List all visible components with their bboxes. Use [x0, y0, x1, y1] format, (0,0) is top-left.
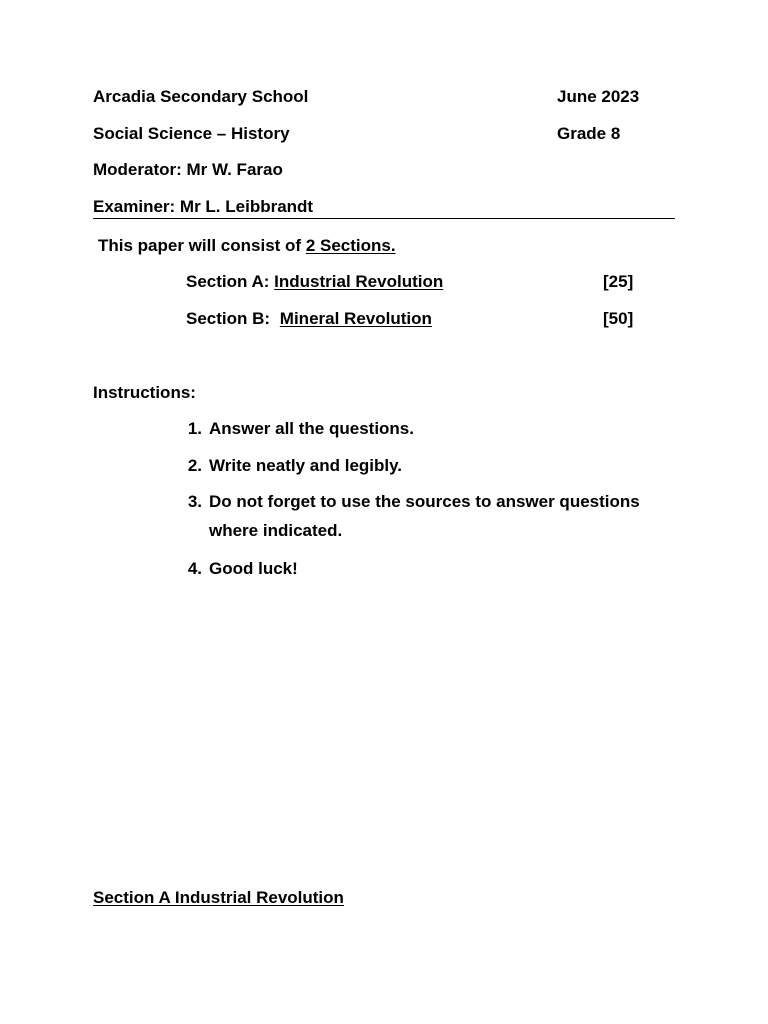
section-a-label: Section A:	[186, 272, 270, 291]
section-a-heading: Section A Industrial Revolution	[93, 888, 344, 907]
instruction-text: Answer all the questions.	[209, 419, 414, 438]
examiner: Examiner: Mr L. Leibbrandt	[93, 197, 314, 216]
instruction-text: Write neatly and legibly.	[209, 456, 403, 475]
sections-count: 2 Sections.	[305, 236, 396, 255]
section-a-title: Industrial Revolution	[274, 272, 444, 291]
section-a-summary	[186, 272, 443, 292]
section-a-marks: [25]	[603, 272, 634, 291]
section-b-label: Section B:	[186, 309, 271, 328]
moderator: Moderator: Mr W. Farao	[93, 160, 283, 179]
school-name: Arcadia Secondary School	[93, 87, 309, 106]
header-divider	[93, 218, 675, 219]
overview-intro: This paper will consist of	[98, 236, 302, 255]
instruction-text-line-2: where indicated.	[209, 521, 343, 540]
instruction-number: 3.	[187, 492, 202, 511]
exam-date: June 2023	[557, 87, 640, 106]
instruction-number: 1.	[187, 419, 202, 438]
instruction-text-line-1: Do not forget to use the sources to answer questions	[209, 492, 640, 511]
instruction-number: 2.	[187, 456, 202, 475]
subject: Social Science – History	[93, 124, 290, 143]
instructions-heading: Instructions:	[93, 383, 196, 402]
section-b-summary	[186, 309, 432, 329]
grade: Grade 8	[557, 124, 621, 143]
section-b-marks: [50]	[603, 309, 634, 328]
section-b-title: Mineral Revolution	[279, 309, 432, 328]
paper-overview	[98, 236, 396, 256]
instruction-text: Good luck!	[209, 559, 298, 578]
instruction-number: 4.	[187, 559, 202, 578]
